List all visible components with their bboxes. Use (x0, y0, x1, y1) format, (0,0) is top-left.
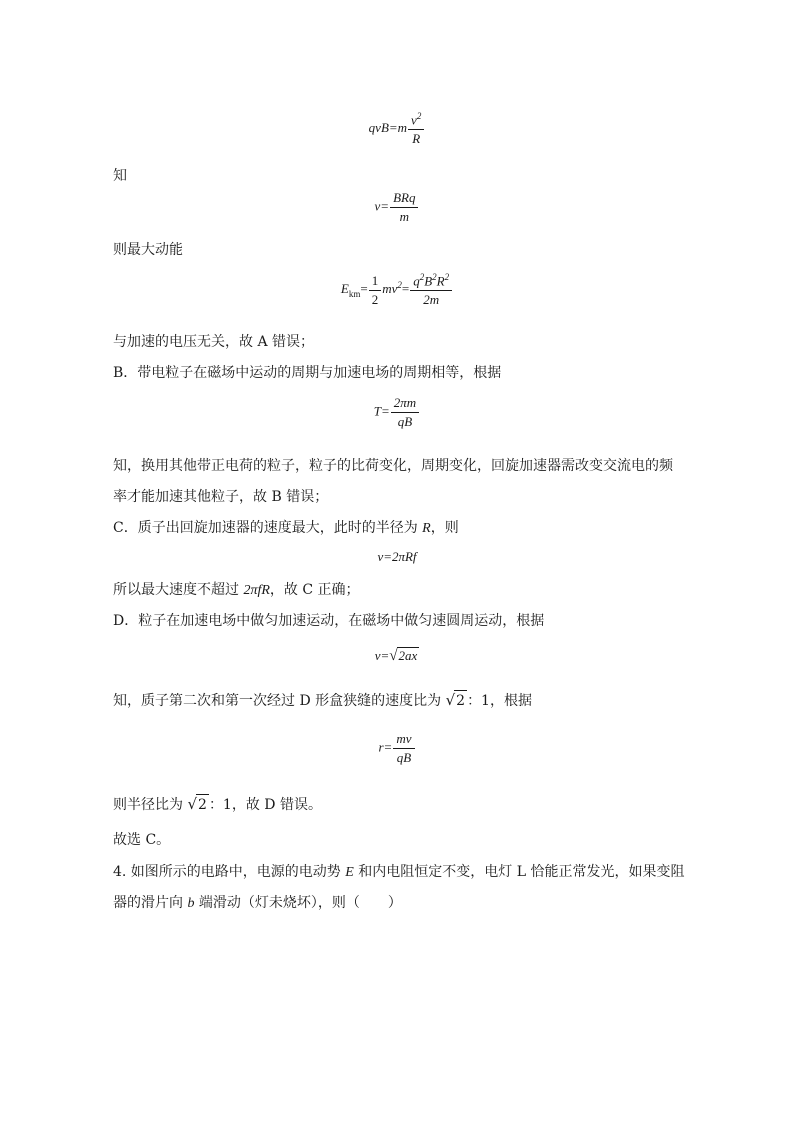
paragraph: 则最大动能 (113, 242, 183, 258)
equation-radius: r= $\frac{mv}{qB}$ (0, 731, 794, 766)
equation-max-speed: v=2πRf (377, 549, 417, 564)
paragraph: 知 (113, 168, 127, 184)
question-4-line-2: 器的滑片向 b 端滑动（灯未烧坏），则（ ） (113, 895, 402, 911)
paragraph: 所以最大速度不超过 2πfR，故 C 正确； (113, 582, 360, 598)
paragraph: 率才能加速其他粒子，故 B 错误； (113, 489, 329, 505)
equation-velocity: v= $\frac{\text{BRq}}{m}$ (0, 190, 794, 225)
paragraph: 则半径比为 √2 ：1，故 D 错误。 (113, 795, 322, 813)
equation-max-kinetic-energy: $E_{km}=$ $\frac{1}{2}$ $mv^2=$ $\frac{q^2B^2R^2}{2m}$ (0, 272, 794, 308)
question-4-line-1: 4. 如图所示的电路中，电源的电动势 E 和内电阻恒定不变，电灯 L 恰能正常发光，如果变阻 (113, 864, 685, 880)
equation-lorentz-centripetal: qvB=m $\frac{v^2}{R}$ (0, 111, 794, 147)
equation-period: T= $\frac{2\pi m}{qB}$ (0, 395, 794, 430)
paragraph: 知，质子第二次和第一次经过 D 形盒狭缝的速度比为 √2 ：1，根据 (113, 691, 532, 709)
equation-uniform-acceleration: v=√2ax (374, 648, 418, 664)
paragraph: 故选 C。 (113, 832, 171, 848)
paragraph: B．带电粒子在磁场中运动的周期与加速电场的周期相等，根据 (113, 365, 502, 381)
paragraph: 知，换用其他带正电荷的粒子，粒子的比荷变化，周期变化，回旋加速器需改变交流电的频 (113, 458, 673, 474)
paragraph: C．质子出回旋加速器的速度最大，此时的半径为 R，则 (113, 520, 459, 536)
paragraph: 与加速的电压无关，故 A 错误； (113, 334, 315, 350)
paragraph: D．粒子在加速电场中做匀加速运动，在磁场中做匀速圆周运动，根据 (113, 613, 545, 629)
